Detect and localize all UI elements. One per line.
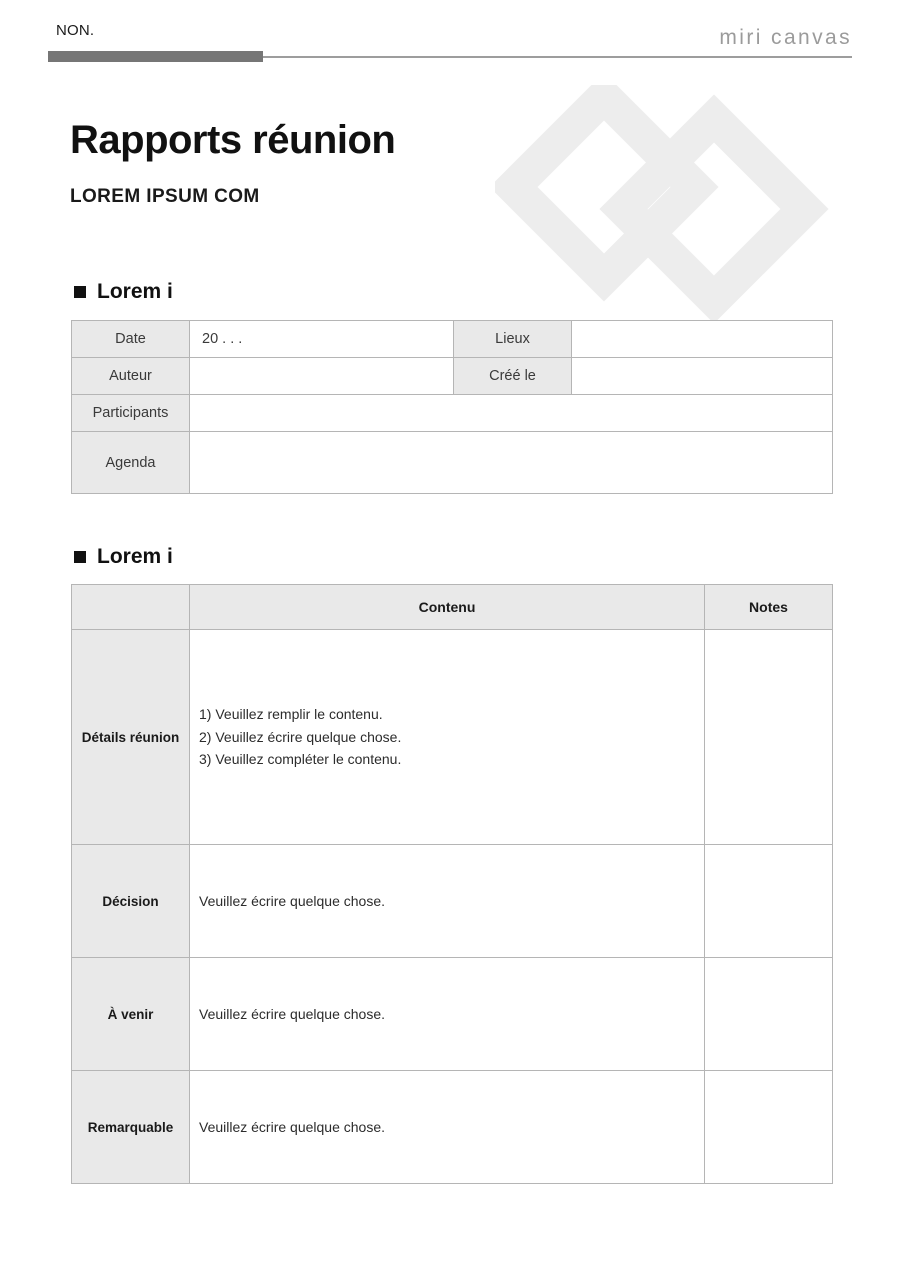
info-value-cree-le[interactable] — [572, 358, 833, 395]
info-value-participants[interactable] — [190, 395, 833, 432]
title-block — [70, 118, 395, 208]
info-label-auteur: Auteur — [72, 358, 190, 395]
meeting-info-table — [71, 320, 833, 494]
section-title-1: Lorem i — [97, 280, 173, 303]
details-label-decision: Décision — [72, 845, 190, 958]
info-value-date[interactable]: 20 . . . — [190, 321, 454, 358]
content-line: 1) Veuillez remplir le contenu. — [199, 705, 383, 722]
info-label-participants: Participants — [72, 395, 190, 432]
details-label-a-venir: À venir — [72, 958, 190, 1071]
content-line: Veuillez écrire quelque chose. — [199, 892, 386, 909]
diamond-watermark — [495, 85, 845, 335]
section-heading-1 — [74, 280, 173, 304]
document-header — [0, 0, 905, 70]
info-value-auteur[interactable] — [190, 358, 454, 395]
info-label-lieux: Lieux — [454, 321, 572, 358]
table-header-row — [72, 585, 833, 630]
table-row — [72, 321, 833, 358]
content-line: 2) Veuillez écrire quelque chose. — [199, 728, 402, 745]
section-heading-2 — [74, 545, 173, 569]
square-bullet-icon — [74, 286, 86, 298]
info-label-agenda: Agenda — [72, 432, 190, 494]
details-content-decision[interactable] — [190, 845, 705, 958]
header-label: NON. — [56, 22, 95, 39]
content-line: Veuillez écrire quelque chose. — [199, 1118, 386, 1135]
info-value-lieux[interactable] — [572, 321, 833, 358]
square-bullet-icon — [74, 551, 86, 563]
info-label-cree-le: Créé le — [454, 358, 572, 395]
details-content-reunion[interactable] — [190, 630, 705, 845]
info-value-agenda[interactable] — [190, 432, 833, 494]
section-title-2: Lorem i — [97, 545, 173, 568]
details-notes-remarquable[interactable] — [705, 1071, 833, 1184]
table-row — [72, 1071, 833, 1184]
details-header-contenu: Contenu — [190, 585, 705, 630]
page-subtitle: LOREM IPSUM COM — [70, 186, 260, 207]
details-notes-reunion[interactable] — [705, 630, 833, 845]
meeting-details-table — [71, 584, 833, 1184]
table-row — [72, 845, 833, 958]
table-row — [72, 432, 833, 494]
details-content-remarquable[interactable] — [190, 1071, 705, 1184]
details-header-notes: Notes — [705, 585, 833, 630]
miri-canvas-logo: miri canvas — [719, 26, 852, 49]
details-header-blank — [72, 585, 190, 630]
content-line: Veuillez écrire quelque chose. — [199, 1005, 386, 1022]
table-row — [72, 630, 833, 845]
details-content-a-venir[interactable] — [190, 958, 705, 1071]
details-notes-a-venir[interactable] — [705, 958, 833, 1071]
details-label-remarquable: Remarquable — [72, 1071, 190, 1184]
details-notes-decision[interactable] — [705, 845, 833, 958]
details-label-reunion: Détails réunion — [72, 630, 190, 845]
table-row — [72, 395, 833, 432]
content-line: 3) Veuillez compléter le contenu. — [199, 751, 402, 768]
table-row — [72, 958, 833, 1071]
table-row — [72, 358, 833, 395]
info-label-date: Date — [72, 321, 190, 358]
header-rule-thick — [48, 51, 263, 62]
page-title: Rapports réunion — [70, 118, 396, 162]
